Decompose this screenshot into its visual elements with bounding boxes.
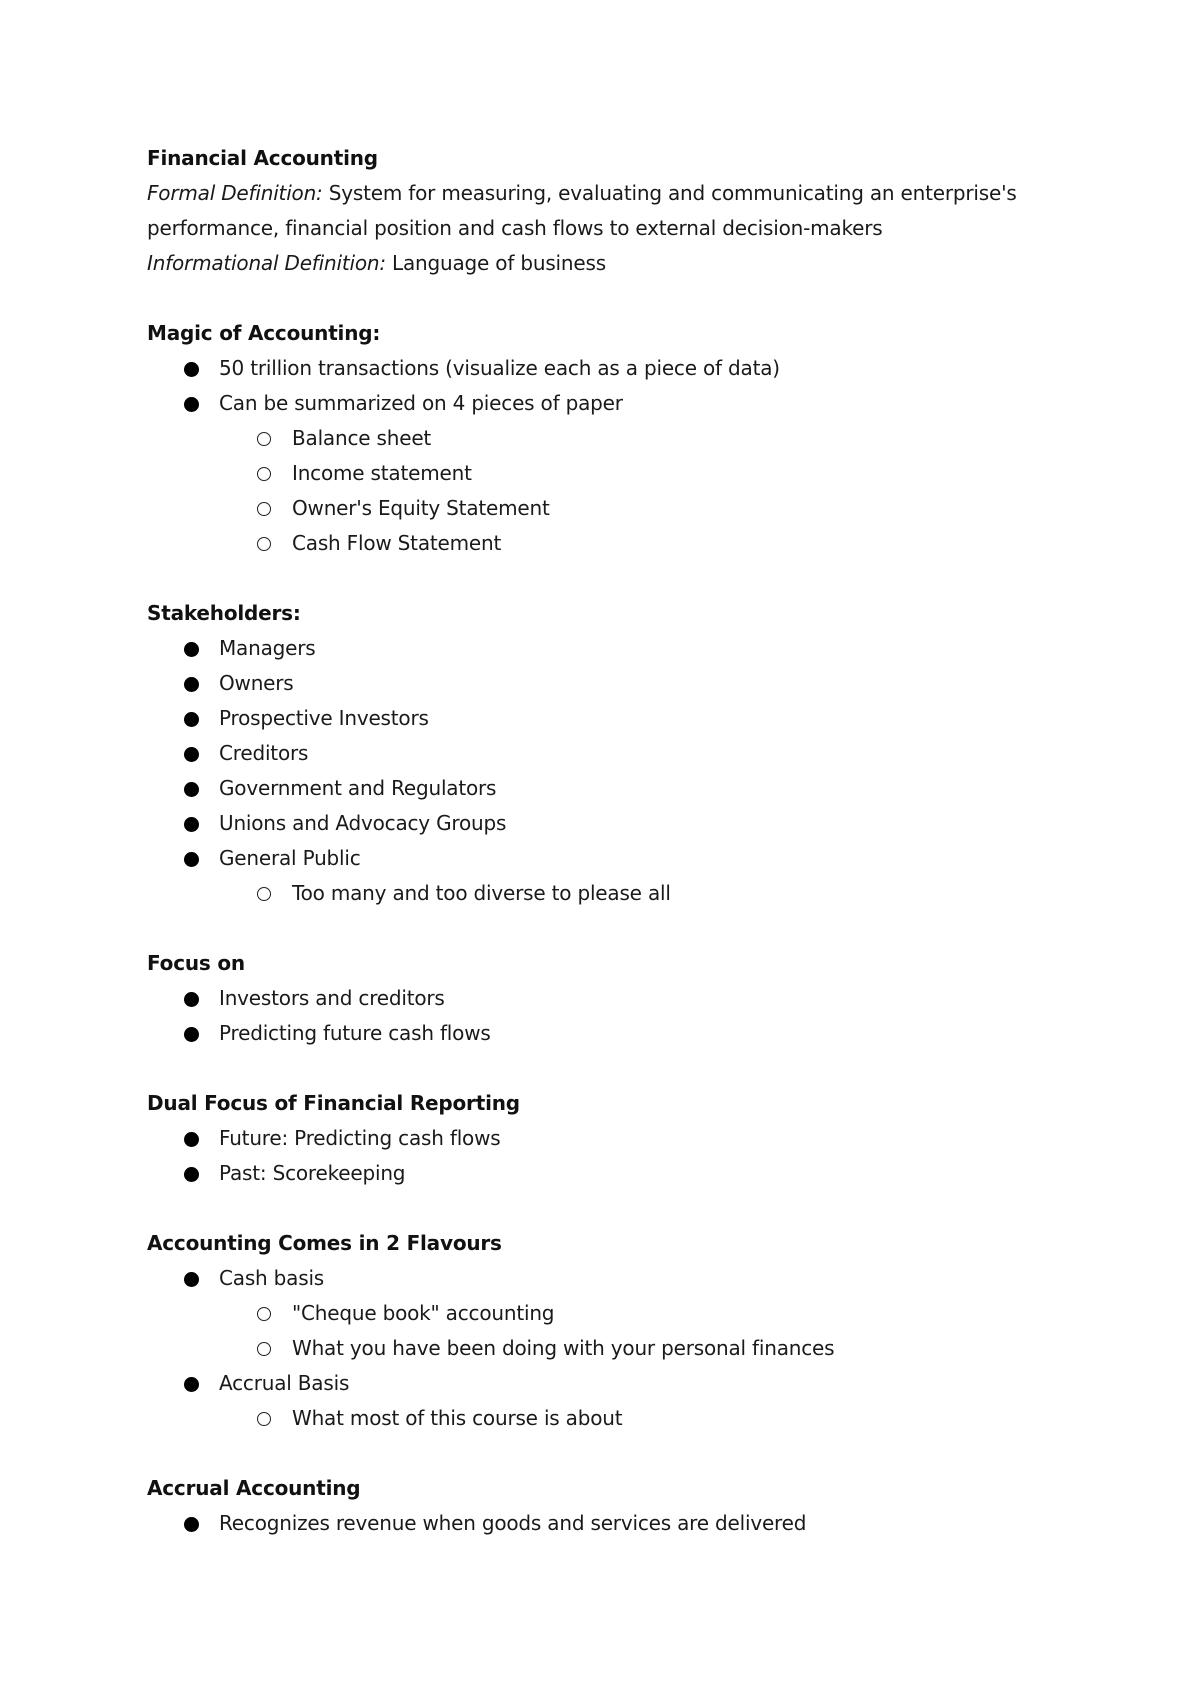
bullet-dot-icon bbox=[184, 712, 199, 727]
informational-definition-text: Language of business bbox=[385, 251, 606, 275]
list-item-text: 50 trillion transactions (visualize each as a piece of data) bbox=[219, 356, 780, 380]
list-item bbox=[147, 736, 1047, 771]
bullet-dot-icon bbox=[184, 642, 199, 657]
section-heading-focus-on: Focus on bbox=[147, 951, 245, 975]
sub-list-item-text: What you have been doing with your personal finances bbox=[292, 1336, 835, 1360]
formal-definition-continued: performance, financial position and cash flows to external decision-makers bbox=[147, 216, 883, 240]
informational-definition bbox=[147, 246, 1047, 281]
spacer bbox=[147, 1051, 1047, 1086]
sub-list-item bbox=[147, 421, 1047, 456]
list-item-text: Recognizes revenue when goods and services are delivered bbox=[219, 1511, 807, 1535]
list-item-text: Prospective Investors bbox=[219, 706, 429, 730]
informational-definition-label: Informational Definition: bbox=[147, 251, 386, 275]
bullet-dot-icon bbox=[184, 852, 199, 867]
sub-list-item-text: What most of this course is about bbox=[292, 1406, 623, 1430]
list-item-text: Managers bbox=[219, 636, 316, 660]
list-item-text: Creditors bbox=[219, 741, 309, 765]
list-item-text: Unions and Advocacy Groups bbox=[219, 811, 507, 835]
list-item bbox=[147, 1016, 1047, 1051]
list-item-text: Cash basis bbox=[219, 1266, 325, 1290]
sub-list-item bbox=[147, 456, 1047, 491]
bullet-circle-icon bbox=[257, 1342, 271, 1356]
bullet-dot-icon bbox=[184, 1272, 199, 1287]
spacer bbox=[147, 911, 1047, 946]
spacer bbox=[147, 1191, 1047, 1226]
bullet-circle-icon bbox=[257, 887, 271, 901]
sub-list-item-text: "Cheque book" accounting bbox=[292, 1301, 555, 1325]
bullet-dot-icon bbox=[184, 1132, 199, 1147]
sub-list-item-text: Cash Flow Statement bbox=[292, 531, 502, 555]
bullet-dot-icon bbox=[184, 747, 199, 762]
bullet-circle-icon bbox=[257, 432, 271, 446]
sub-list-item bbox=[147, 876, 1047, 911]
sub-list-item bbox=[147, 526, 1047, 561]
list-item-text: Investors and creditors bbox=[219, 986, 445, 1010]
list-item-text: Owners bbox=[219, 671, 294, 695]
list-item-text: Can be summarized on 4 pieces of paper bbox=[219, 391, 623, 415]
bullet-dot-icon bbox=[184, 817, 199, 832]
bullet-circle-icon bbox=[257, 537, 271, 551]
list-item bbox=[147, 1366, 1047, 1401]
bullet-dot-icon bbox=[184, 1517, 199, 1532]
sub-list-item bbox=[147, 1401, 1047, 1436]
bullet-circle-icon bbox=[257, 502, 271, 516]
bullet-dot-icon bbox=[184, 677, 199, 692]
bullet-dot-icon bbox=[184, 362, 199, 377]
formal-definition-text: System for measuring, evaluating and communicating an enterprise's bbox=[322, 181, 1017, 205]
bullet-dot-icon bbox=[184, 782, 199, 797]
page-title: Financial Accounting bbox=[147, 146, 378, 170]
list-item bbox=[147, 386, 1047, 421]
list-item-text: Predicting future cash flows bbox=[219, 1021, 491, 1045]
spacer bbox=[147, 281, 1047, 316]
spacer bbox=[147, 561, 1047, 596]
list-item bbox=[147, 351, 1047, 386]
sub-list-item-text: Too many and too diverse to please all bbox=[292, 881, 671, 905]
bullet-dot-icon bbox=[184, 1167, 199, 1182]
list-item bbox=[147, 841, 1047, 876]
list-item bbox=[147, 1261, 1047, 1296]
list-item-text: Past: Scorekeeping bbox=[219, 1161, 406, 1185]
formal-definition bbox=[147, 176, 1047, 211]
list-item-text: General Public bbox=[219, 846, 361, 870]
section-heading-magic: Magic of Accounting: bbox=[147, 321, 381, 345]
spacer bbox=[147, 1436, 1047, 1471]
bullet-dot-icon bbox=[184, 1027, 199, 1042]
list-item bbox=[147, 1121, 1047, 1156]
list-item bbox=[147, 1156, 1047, 1191]
list-item bbox=[147, 981, 1047, 1016]
bullet-dot-icon bbox=[184, 992, 199, 1007]
list-item bbox=[147, 1506, 1047, 1541]
sub-list-item bbox=[147, 1296, 1047, 1331]
bullet-dot-icon bbox=[184, 1377, 199, 1392]
section-heading-dual-focus: Dual Focus of Financial Reporting bbox=[147, 1091, 520, 1115]
document-page bbox=[147, 141, 1047, 1541]
bullet-circle-icon bbox=[257, 467, 271, 481]
list-item bbox=[147, 771, 1047, 806]
formal-definition-label: Formal Definition: bbox=[147, 181, 323, 205]
list-item-text: Future: Predicting cash flows bbox=[219, 1126, 501, 1150]
sub-list-item-text: Balance sheet bbox=[292, 426, 432, 450]
list-item bbox=[147, 806, 1047, 841]
list-item bbox=[147, 701, 1047, 736]
bullet-circle-icon bbox=[257, 1412, 271, 1426]
sub-list-item bbox=[147, 491, 1047, 526]
sub-list-item-text: Income statement bbox=[292, 461, 472, 485]
list-item-text: Government and Regulators bbox=[219, 776, 497, 800]
list-item-text: Accrual Basis bbox=[219, 1371, 350, 1395]
section-heading-stakeholders: Stakeholders: bbox=[147, 601, 301, 625]
sub-list-item-text: Owner's Equity Statement bbox=[292, 496, 550, 520]
list-item bbox=[147, 666, 1047, 701]
bullet-circle-icon bbox=[257, 1307, 271, 1321]
sub-list-item bbox=[147, 1331, 1047, 1366]
section-heading-flavours: Accounting Comes in 2 Flavours bbox=[147, 1231, 502, 1255]
bullet-dot-icon bbox=[184, 397, 199, 412]
section-heading-accrual-accounting: Accrual Accounting bbox=[147, 1476, 361, 1500]
list-item bbox=[147, 631, 1047, 666]
